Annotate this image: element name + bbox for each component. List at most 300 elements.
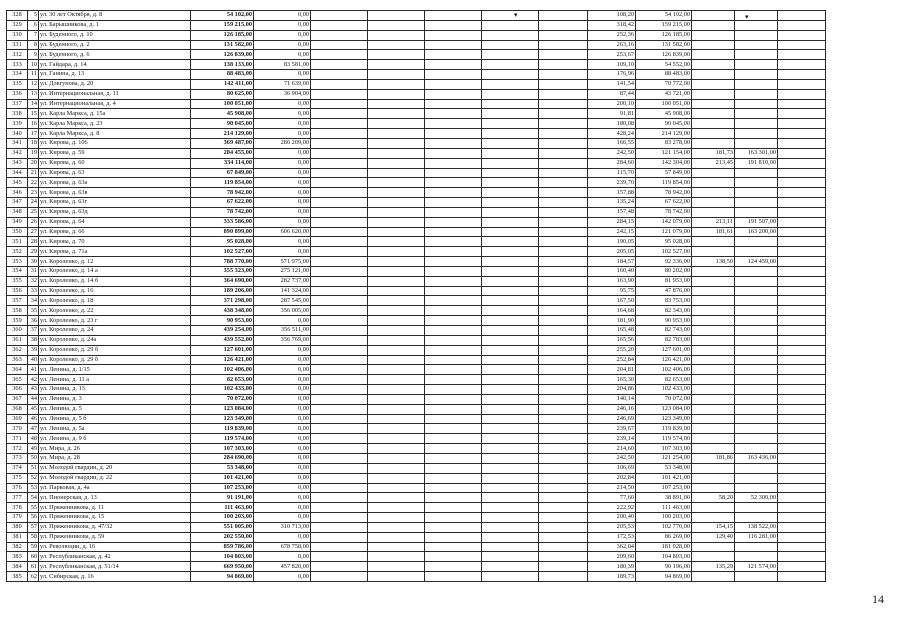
table-row <box>7 375 826 385</box>
row-number-cell: 337 <box>7 99 28 109</box>
table-row <box>7 513 826 523</box>
empty-cell <box>311 168 368 178</box>
empty-cell <box>311 503 368 513</box>
empty-cell <box>368 247 425 257</box>
rate-b-cell <box>692 40 735 50</box>
table-row <box>7 473 826 483</box>
rate-b-cell <box>692 542 735 552</box>
empty-cell <box>482 257 539 267</box>
empty-cell <box>539 306 588 316</box>
row-number-cell: 376 <box>7 483 28 493</box>
empty-cell <box>311 20 368 30</box>
empty-cell <box>311 365 368 375</box>
row-number-cell: 331 <box>7 40 28 50</box>
total-amount-cell: 53 348,00 <box>191 463 254 473</box>
empty-cell <box>539 296 588 306</box>
sum-a-cell: 159 215,00 <box>636 20 692 30</box>
rate-b-cell <box>692 11 735 21</box>
item-index-cell: 32 <box>28 276 39 286</box>
table-row <box>7 572 826 582</box>
row-number-cell: 383 <box>7 552 28 562</box>
empty-cell <box>368 345 425 355</box>
extra-cell <box>778 572 826 582</box>
address-cell: ул. Пионерская, д. 13 <box>39 493 191 503</box>
extra-cell <box>778 129 826 139</box>
item-index-cell: 59 <box>28 542 39 552</box>
table-row <box>7 532 826 542</box>
empty-cell <box>368 434 425 444</box>
rate-a-cell: 106,69 <box>588 463 636 473</box>
covered-amount-cell: 0,00 <box>254 424 311 434</box>
rate-a-cell: 214,60 <box>588 444 636 454</box>
empty-cell <box>539 276 588 286</box>
total-amount-cell: 551 005,00 <box>191 522 254 532</box>
sum-a-cell: 101 421,00 <box>636 473 692 483</box>
sum-a-cell: 119 854,00 <box>636 178 692 188</box>
table-row <box>7 20 826 30</box>
extra-cell <box>778 217 826 227</box>
empty-cell <box>311 532 368 542</box>
sum-b-cell <box>735 463 778 473</box>
empty-cell <box>311 345 368 355</box>
address-cell: ул. Короленко, д. 12 <box>39 257 191 267</box>
covered-amount-cell: 0,00 <box>254 217 311 227</box>
empty-cell <box>368 207 425 217</box>
rate-b-cell <box>692 434 735 444</box>
row-number-cell: 343 <box>7 158 28 168</box>
table-row <box>7 355 826 365</box>
row-number-cell: 373 <box>7 453 28 463</box>
empty-cell <box>482 513 539 523</box>
empty-cell <box>311 266 368 276</box>
covered-amount-cell: 0,00 <box>254 178 311 188</box>
empty-cell <box>539 483 588 493</box>
item-index-cell: 60 <box>28 552 39 562</box>
empty-cell <box>482 296 539 306</box>
sum-a-cell: 100 203,00 <box>636 513 692 523</box>
address-cell: ул. Интернациональная, д. 4 <box>39 99 191 109</box>
sum-b-cell <box>735 434 778 444</box>
rate-b-cell <box>692 286 735 296</box>
empty-cell <box>539 168 588 178</box>
row-number-cell: 334 <box>7 70 28 80</box>
row-number-cell: 348 <box>7 207 28 217</box>
covered-amount-cell: 0,00 <box>254 463 311 473</box>
sum-b-cell <box>735 444 778 454</box>
address-cell: ул. Кирова, д. 63а <box>39 178 191 188</box>
empty-cell <box>368 70 425 80</box>
address-cell: ул. Кирова, д. 63г <box>39 198 191 208</box>
sum-b-cell <box>735 286 778 296</box>
row-number-cell: 368 <box>7 404 28 414</box>
table-row <box>7 503 826 513</box>
item-index-cell: 49 <box>28 444 39 454</box>
extra-cell <box>778 424 826 434</box>
covered-amount-cell: 0,00 <box>254 11 311 21</box>
empty-cell <box>311 237 368 247</box>
total-amount-cell: 126 185,00 <box>191 30 254 40</box>
empty-cell <box>482 572 539 582</box>
extra-cell <box>778 444 826 454</box>
empty-cell <box>425 257 482 267</box>
empty-cell <box>482 306 539 316</box>
empty-cell <box>539 11 588 21</box>
address-cell: ул. Короленко, д. 18 <box>39 296 191 306</box>
extra-cell <box>778 266 826 276</box>
sum-a-cell: 82 743,00 <box>636 326 692 336</box>
total-amount-cell: 102 527,00 <box>191 247 254 257</box>
table-row <box>7 50 826 60</box>
table-row <box>7 227 826 237</box>
rate-b-cell <box>692 276 735 286</box>
total-amount-cell: 788 770,00 <box>191 257 254 267</box>
sum-a-cell: 127 601,00 <box>636 345 692 355</box>
empty-cell <box>425 138 482 148</box>
item-index-cell: 56 <box>28 513 39 523</box>
extra-cell <box>778 286 826 296</box>
table-row <box>7 424 826 434</box>
extra-cell <box>778 168 826 178</box>
rate-b-cell <box>692 296 735 306</box>
empty-cell <box>539 99 588 109</box>
empty-cell <box>311 562 368 572</box>
empty-cell <box>425 552 482 562</box>
sum-b-cell: 191 810,00 <box>735 158 778 168</box>
table-row <box>7 11 826 21</box>
total-amount-cell: 100 051,00 <box>191 99 254 109</box>
empty-cell <box>539 414 588 424</box>
empty-cell <box>482 414 539 424</box>
table-row <box>7 444 826 454</box>
extra-cell <box>778 522 826 532</box>
table-row <box>7 217 826 227</box>
row-number-cell: 332 <box>7 50 28 60</box>
empty-cell <box>425 463 482 473</box>
rate-b-cell: 129,40 <box>692 532 735 542</box>
sum-a-cell: 121 154,00 <box>636 148 692 158</box>
covered-amount-cell: 275 121,00 <box>254 266 311 276</box>
rate-a-cell: 115,70 <box>588 168 636 178</box>
total-amount-cell: 101 421,00 <box>191 473 254 483</box>
address-cell: ул. Мира, д. 28 <box>39 453 191 463</box>
table-row <box>7 188 826 198</box>
total-amount-cell: 45 908,00 <box>191 109 254 119</box>
rate-a-cell: 163,90 <box>588 276 636 286</box>
empty-cell <box>539 217 588 227</box>
rate-a-cell: 200,10 <box>588 99 636 109</box>
sum-a-cell: 119 839,00 <box>636 424 692 434</box>
empty-cell <box>425 365 482 375</box>
row-number-cell: 381 <box>7 532 28 542</box>
extra-cell <box>778 50 826 60</box>
row-number-cell: 362 <box>7 345 28 355</box>
total-amount-cell: 369 487,00 <box>191 138 254 148</box>
extra-cell <box>778 119 826 129</box>
sum-b-cell: 121 574,00 <box>735 562 778 572</box>
empty-cell <box>539 522 588 532</box>
sum-a-cell: 94 869,00 <box>636 572 692 582</box>
row-number-cell: 349 <box>7 217 28 227</box>
empty-cell <box>539 60 588 70</box>
table-row <box>7 148 826 158</box>
sum-b-cell <box>735 414 778 424</box>
sum-a-cell: 104 803,00 <box>636 552 692 562</box>
total-amount-cell: 90 045,00 <box>191 119 254 129</box>
empty-cell <box>482 473 539 483</box>
empty-cell <box>368 20 425 30</box>
empty-cell <box>482 119 539 129</box>
sum-b-cell <box>735 247 778 257</box>
empty-cell <box>368 217 425 227</box>
address-cell: ул. Пряженникова, д. 59 <box>39 532 191 542</box>
empty-cell <box>311 493 368 503</box>
empty-cell <box>539 434 588 444</box>
item-index-cell: 33 <box>28 286 39 296</box>
covered-amount-cell: 0,00 <box>254 552 311 562</box>
empty-cell <box>425 89 482 99</box>
table-row <box>7 168 826 178</box>
table-row <box>7 247 826 257</box>
item-index-cell: 57 <box>28 522 39 532</box>
empty-cell <box>539 178 588 188</box>
covered-amount-cell: 356 511,00 <box>254 326 311 336</box>
table-row <box>7 463 826 473</box>
total-amount-cell: 364 690,00 <box>191 276 254 286</box>
rate-b-cell <box>692 335 735 345</box>
rate-a-cell: 176,96 <box>588 70 636 80</box>
sum-a-cell: 80 202,00 <box>636 266 692 276</box>
table-row <box>7 414 826 424</box>
extra-cell <box>778 542 826 552</box>
total-amount-cell: 438 348,00 <box>191 306 254 316</box>
covered-amount-cell: 0,00 <box>254 453 311 463</box>
total-amount-cell: 90 953,00 <box>191 316 254 326</box>
sum-b-cell <box>735 89 778 99</box>
rate-a-cell: 180,08 <box>588 119 636 129</box>
sum-a-cell: 102 527,00 <box>636 247 692 257</box>
row-number-cell: 330 <box>7 30 28 40</box>
rate-a-cell: 135,24 <box>588 198 636 208</box>
table-row <box>7 542 826 552</box>
sum-b-cell <box>735 99 778 109</box>
empty-cell <box>425 79 482 89</box>
rate-a-cell: 189,73 <box>588 572 636 582</box>
item-index-cell: 25 <box>28 207 39 217</box>
empty-cell <box>425 40 482 50</box>
total-amount-cell: 67 622,00 <box>191 198 254 208</box>
empty-cell <box>425 178 482 188</box>
sum-a-cell: 86 269,00 <box>636 532 692 542</box>
rate-b-cell <box>692 552 735 562</box>
empty-cell <box>539 316 588 326</box>
row-number-cell: 340 <box>7 129 28 139</box>
rate-b-cell <box>692 316 735 326</box>
empty-cell <box>539 266 588 276</box>
covered-amount-cell: 282 737,00 <box>254 276 311 286</box>
item-index-cell: 50 <box>28 453 39 463</box>
rate-a-cell: 205,53 <box>588 522 636 532</box>
address-cell: ул. Кирова, д. 63 <box>39 168 191 178</box>
empty-cell <box>425 306 482 316</box>
empty-cell <box>368 513 425 523</box>
empty-cell <box>311 473 368 483</box>
total-amount-cell: 100 203,00 <box>191 513 254 523</box>
empty-cell <box>425 414 482 424</box>
address-cell: ул. Кирова, д. 63д <box>39 207 191 217</box>
address-cell: ул. Кирова, д. 70 <box>39 237 191 247</box>
rate-b-cell <box>692 168 735 178</box>
rate-b-cell <box>692 138 735 148</box>
item-index-cell: 31 <box>28 266 39 276</box>
total-amount-cell: 80 625,00 <box>191 89 254 99</box>
row-number-cell: 347 <box>7 198 28 208</box>
empty-cell <box>425 453 482 463</box>
address-cell: ул. Ленина, д. 5 <box>39 404 191 414</box>
empty-cell <box>311 513 368 523</box>
covered-amount-cell: 0,00 <box>254 385 311 395</box>
empty-cell <box>425 522 482 532</box>
empty-cell <box>482 345 539 355</box>
address-cell: ул. Молодой гвардии, д. 20 <box>39 463 191 473</box>
row-number-cell: 364 <box>7 365 28 375</box>
empty-cell <box>368 237 425 247</box>
item-index-cell: 36 <box>28 316 39 326</box>
extra-cell <box>778 453 826 463</box>
sum-b-cell <box>735 198 778 208</box>
rate-a-cell: 190,05 <box>588 237 636 247</box>
table-row <box>7 257 826 267</box>
extra-cell <box>778 503 826 513</box>
item-index-cell: 53 <box>28 483 39 493</box>
sum-b-cell <box>735 394 778 404</box>
empty-cell <box>368 385 425 395</box>
sum-a-cell: 121 079,00 <box>636 227 692 237</box>
empty-cell <box>482 99 539 109</box>
rate-b-cell <box>692 404 735 414</box>
extra-cell <box>778 345 826 355</box>
sum-b-cell <box>735 168 778 178</box>
address-cell: ул. Буденного, д. 10 <box>39 30 191 40</box>
empty-cell <box>311 89 368 99</box>
extra-cell <box>778 355 826 365</box>
item-index-cell: 41 <box>28 365 39 375</box>
table-row <box>7 453 826 463</box>
covered-amount-cell: 606 620,00 <box>254 227 311 237</box>
rate-b-cell <box>692 513 735 523</box>
empty-cell <box>482 20 539 30</box>
empty-cell <box>425 316 482 326</box>
sum-b-cell: 163 301,00 <box>735 148 778 158</box>
extra-cell <box>778 207 826 217</box>
sum-b-cell <box>735 60 778 70</box>
table-row <box>7 493 826 503</box>
empty-cell <box>368 40 425 50</box>
address-cell: ул. Короленко, д. 24 <box>39 326 191 336</box>
table-row <box>7 345 826 355</box>
rate-b-cell: 213,45 <box>692 158 735 168</box>
item-index-cell: 52 <box>28 473 39 483</box>
sum-b-cell <box>735 404 778 414</box>
item-index-cell: 13 <box>28 89 39 99</box>
extra-cell <box>778 562 826 572</box>
empty-cell <box>311 316 368 326</box>
empty-cell <box>368 375 425 385</box>
sum-a-cell: 88 483,00 <box>636 70 692 80</box>
rate-a-cell: 180,39 <box>588 562 636 572</box>
rate-b-cell: 135,29 <box>692 562 735 572</box>
table-row <box>7 326 826 336</box>
address-cell: ул. Короленко, д. 22 <box>39 306 191 316</box>
item-index-cell: 24 <box>28 198 39 208</box>
empty-cell <box>368 138 425 148</box>
covered-amount-cell: 0,00 <box>254 40 311 50</box>
empty-cell <box>425 247 482 257</box>
empty-cell <box>425 198 482 208</box>
table-row <box>7 79 826 89</box>
sum-a-cell: 82 343,00 <box>636 306 692 316</box>
total-amount-cell: 371 298,00 <box>191 296 254 306</box>
empty-cell <box>539 89 588 99</box>
empty-cell <box>311 138 368 148</box>
sum-a-cell: 102 406,00 <box>636 365 692 375</box>
sum-a-cell: 45 908,00 <box>636 109 692 119</box>
item-index-cell: 29 <box>28 247 39 257</box>
sum-b-cell <box>735 316 778 326</box>
sum-a-cell: 126 185,00 <box>636 30 692 40</box>
empty-cell <box>311 30 368 40</box>
rate-a-cell: 140,14 <box>588 394 636 404</box>
total-amount-cell: 78 742,00 <box>191 207 254 217</box>
empty-cell <box>482 404 539 414</box>
covered-amount-cell: 0,00 <box>254 513 311 523</box>
rate-b-cell <box>692 60 735 70</box>
empty-cell <box>311 276 368 286</box>
empty-cell <box>539 394 588 404</box>
empty-cell <box>425 11 482 21</box>
empty-cell <box>425 444 482 454</box>
address-cell: ул. Карла Маркса, д. 8 <box>39 129 191 139</box>
covered-amount-cell: 0,00 <box>254 375 311 385</box>
empty-cell <box>368 355 425 365</box>
empty-cell <box>368 316 425 326</box>
extra-cell <box>778 306 826 316</box>
empty-cell <box>311 463 368 473</box>
extra-cell <box>778 60 826 70</box>
covered-amount-cell: 0,00 <box>254 414 311 424</box>
table-row <box>7 552 826 562</box>
extra-cell <box>778 483 826 493</box>
rate-a-cell: 109,10 <box>588 60 636 70</box>
rate-b-cell <box>692 463 735 473</box>
empty-cell <box>368 227 425 237</box>
item-index-cell: 11 <box>28 70 39 80</box>
rate-a-cell: 239,14 <box>588 434 636 444</box>
rate-a-cell: 252,36 <box>588 30 636 40</box>
empty-cell <box>368 562 425 572</box>
empty-cell <box>368 129 425 139</box>
empty-cell <box>482 70 539 80</box>
address-cell: ул. Республиканская, д. 42 <box>39 552 191 562</box>
sum-a-cell: 82 783,00 <box>636 335 692 345</box>
sum-a-cell: 78 942,00 <box>636 188 692 198</box>
empty-cell <box>539 513 588 523</box>
total-amount-cell: 119 854,00 <box>191 178 254 188</box>
empty-cell <box>311 247 368 257</box>
empty-cell <box>425 326 482 336</box>
sum-a-cell: 126 839,00 <box>636 50 692 60</box>
empty-cell <box>539 473 588 483</box>
address-cell: ул. Кирова, д. 71а <box>39 247 191 257</box>
